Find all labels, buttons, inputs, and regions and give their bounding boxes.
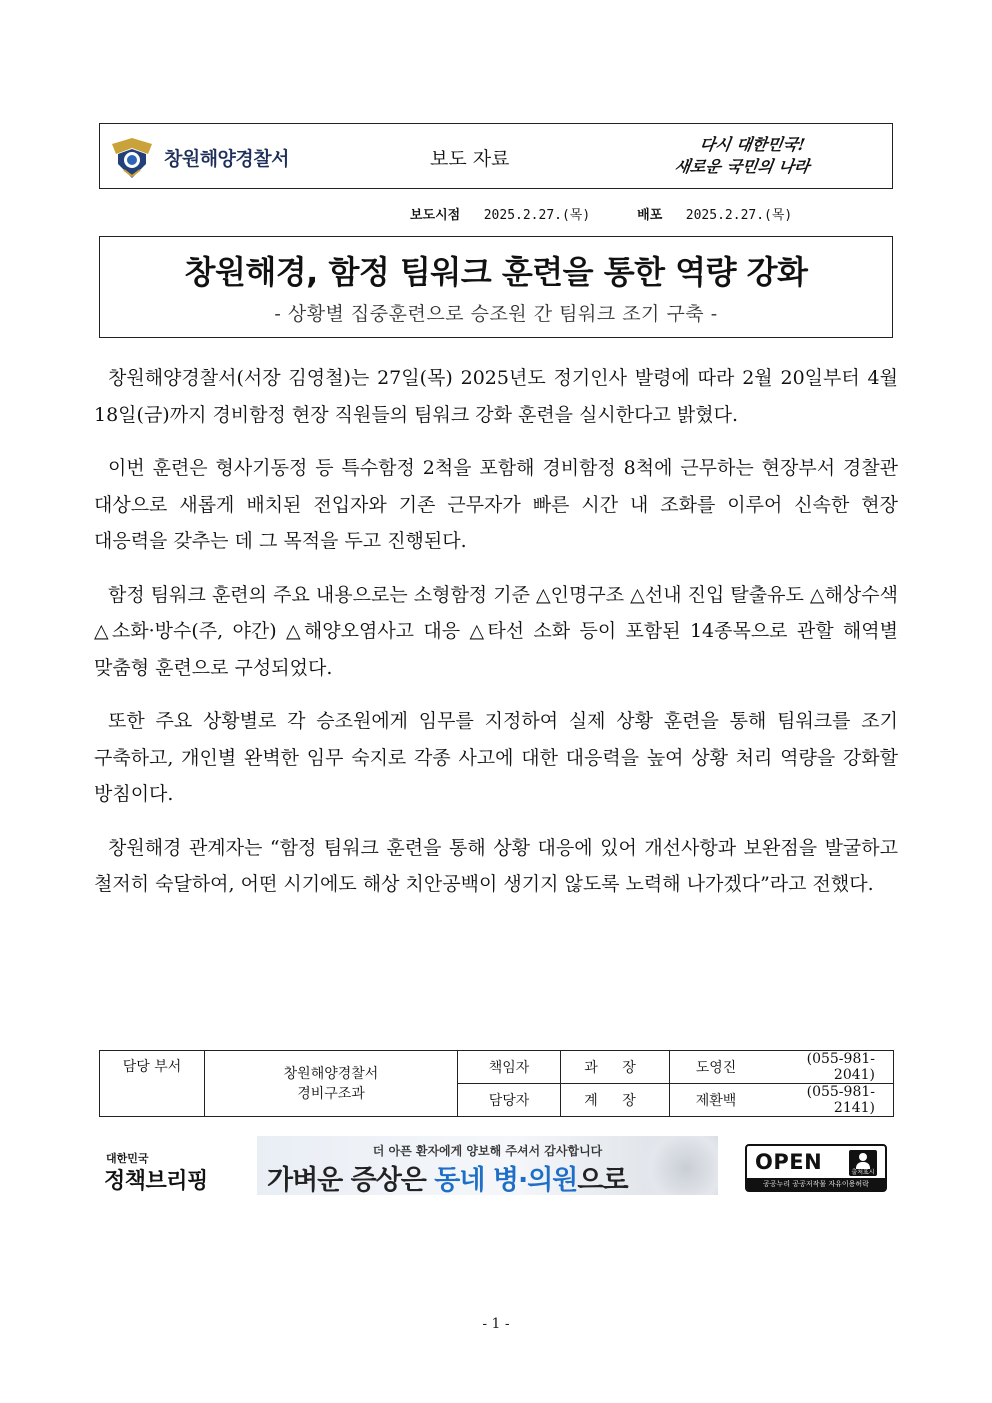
kogl-open-badge[interactable] (745, 1144, 887, 1192)
rank-cell: 계 장 (561, 1084, 670, 1117)
health-campaign-banner[interactable] (257, 1136, 718, 1195)
page-number: - 1 - (482, 1316, 510, 1332)
report-time-label: 보도시점 (410, 208, 461, 223)
title-box (99, 236, 893, 338)
sub-headline: - 상황별 집중훈련으로 승조원 간 팀워크 조기 구축 - (274, 303, 718, 325)
banner-main-text (267, 1158, 628, 1195)
paragraph-5: 창원해경 관계자는 “함정 팀워크 훈련을 통해 상황 대응에 있어 개선사항과 보완점을 발굴하고 철저히 숙달하여, 어떤 시기에도 해상 치안공백이 생기지 않도록 노력해 나가겠다”라고 전했다. (94, 836, 898, 895)
dept-name-line-2: 경비구조과 (297, 1085, 365, 1102)
policy-briefing-small-text: 대한민국 (106, 1152, 149, 1165)
distribute-value: 2025.2.27.(목) (685, 208, 793, 223)
slogan-line-1: 다시 대한민국! (698, 135, 807, 154)
slogan (666, 132, 883, 182)
banner-main-c: 으로 (577, 1165, 628, 1195)
paragraph-3: 함정 팀워크 훈련의 주요 내용으로는 소형함정 기준 △인명구조 △선내 진입 탈출유도 △해상수색 △소화·방수(주, 야간) △해양오염사고 대응 △타선 소화 등이 포함된 14종목으로 관할 해역별 맞춤형 훈련으로 구성되었다. (94, 583, 898, 679)
banner-main-highlight: 동네 병·의원 (434, 1165, 578, 1195)
attribution-person-icon (849, 1150, 877, 1176)
name-cell: 도영진 (670, 1051, 763, 1084)
attribution-caption: 출처표시 (851, 1169, 875, 1176)
coast-guard-emblem-icon (110, 134, 154, 180)
slogan-line-2: 새로운 국민의 나라 (673, 157, 811, 176)
role-cell: 책임자 (458, 1051, 561, 1084)
article-body (94, 360, 898, 920)
dept-label: 담당 부서 (100, 1051, 205, 1117)
contact-table (99, 1050, 894, 1117)
open-label: OPEN (755, 1150, 823, 1174)
report-time-value: 2025.2.27.(목) (483, 208, 591, 223)
banner-main-a: 가벼운 증상은 (267, 1165, 435, 1195)
name-cell: 제환백 (670, 1084, 763, 1117)
paragraph-1: 창원해양경찰서(서장 김영철)는 27일(목) 2025년도 정기인사 발령에 따라 2월 20일부터 4월 18일(금)까지 경비함정 현장 직원들의 팀워크 강화 훈련을 실시한다고 밝혔다. (94, 367, 898, 426)
agency-name: 창원해양경찰서 (164, 148, 289, 170)
phone-cell: (055-981-2041) (762, 1051, 894, 1084)
person-head (859, 1153, 867, 1161)
kogl-strip: 공공누리 공공저작물 자유이용허락 (747, 1178, 885, 1190)
dept-name-line-1: 창원해양경찰서 (283, 1065, 379, 1082)
banner-subtext: 더 아픈 환자에게 양보해 주셔서 감사합니다 (372, 1144, 603, 1158)
rank-cell: 과 장 (561, 1051, 670, 1084)
document-type: 보도 자료 (430, 148, 510, 170)
person-torso (856, 1162, 870, 1169)
paragraph-4: 또한 주요 상황별로 각 승조원에게 임무를 지정하여 실제 상황 훈련을 통해 팀워크를 조기 구축하고, 개인별 완벽한 임무 숙지로 각종 사고에 대한 대응력을 높여 상황 처리 역량을 강화할 방침이다. (94, 710, 898, 805)
policy-briefing-logo[interactable] (104, 1150, 214, 1194)
headline: 창원해경, 함정 팀워크 훈련을 통한 역량 강화 (184, 253, 808, 291)
press-header (99, 123, 893, 189)
release-dates (410, 204, 792, 223)
paragraph-2: 이번 훈련은 형사기동정 등 특수함정 2척을 포함해 경비함정 8척에 근무하는 현장부서 경찰관 대상으로 새롭게 배치된 전입자와 기존 근무자가 빠른 시간 내 조화를 이루어 신속한 현장 대응력을 갖추는 데 그 목적을 두고 진행된다. (94, 457, 898, 552)
dept-name (205, 1051, 458, 1117)
policy-briefing-text: 정책브리핑 (104, 1169, 208, 1194)
distribute-label: 배포 (637, 208, 663, 223)
phone-cell: (055-981-2141) (762, 1084, 894, 1117)
role-cell: 담당자 (458, 1084, 561, 1117)
table-row (100, 1051, 894, 1084)
